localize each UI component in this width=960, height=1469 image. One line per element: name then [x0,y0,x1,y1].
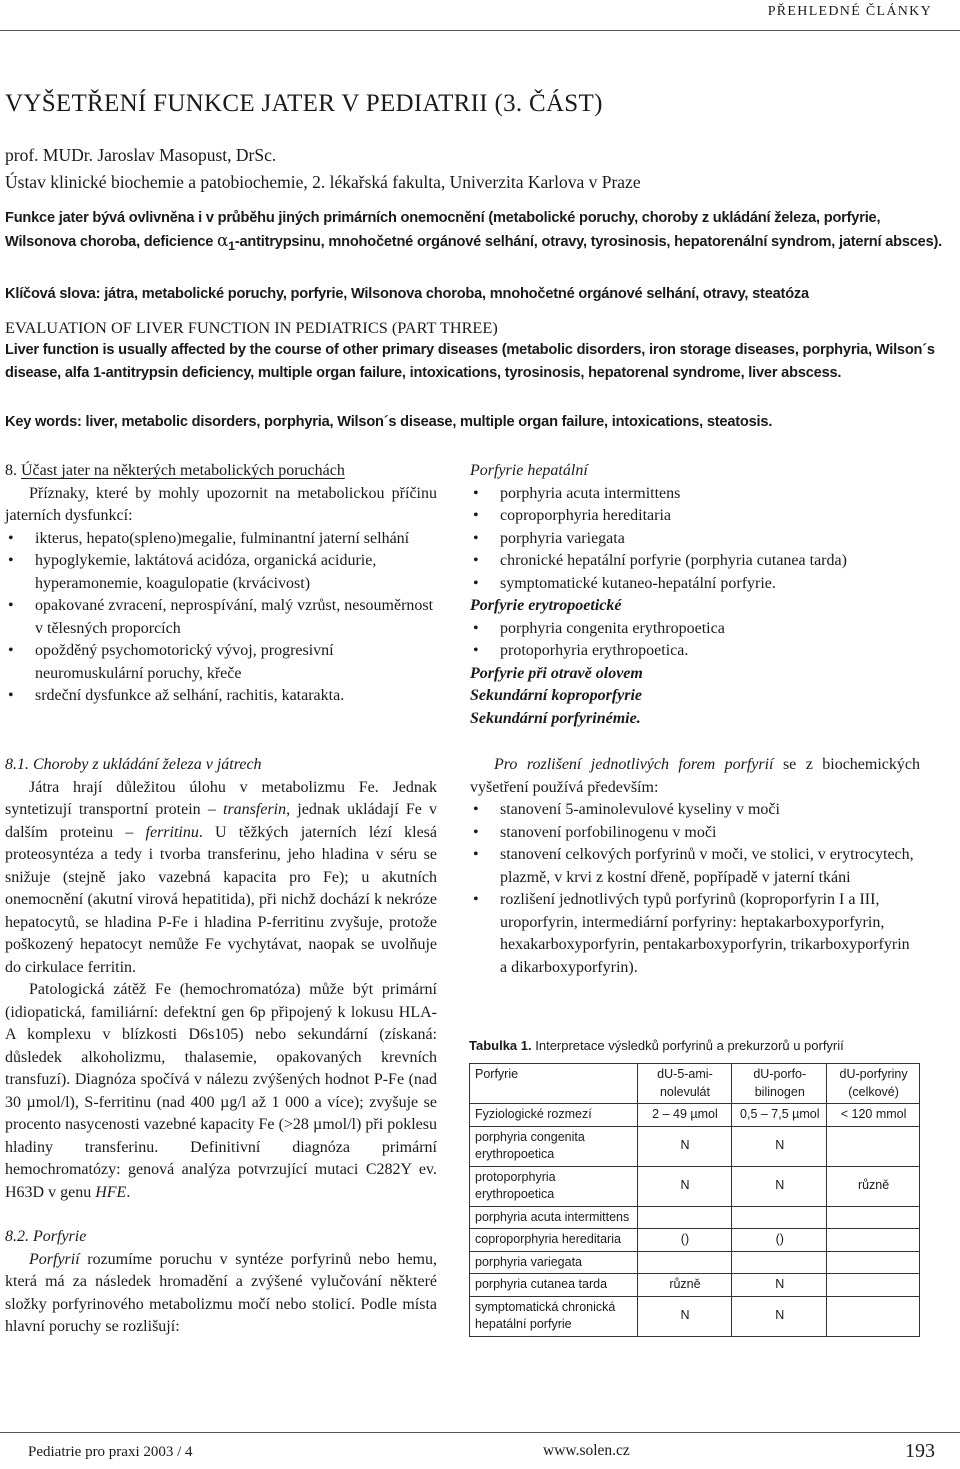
list-item: • srdeční dysfunkce až selhání, rachitis, katarakta. [5,685,437,708]
list-item: • coproporphyria hereditaria [470,505,920,528]
column-header: dU-5-ami-nolevulát [637,1064,732,1104]
table-row [470,1126,920,1166]
abstract-en: Liver function is usually affected by the course of other primary diseases (metabolic disorders, iron storage diseases, porphyria, Wilson´s disease, alfa 1-antitrypsin deficiency, multiple organ failure, intoxications, tyrosinosis, hepatorenal syndrome, liver abscess. [5,342,935,381]
table-cell [827,1229,920,1252]
table-row [470,1206,920,1229]
section-8-1-heading: 8.1. Choroby z ukládání železa v játrech [5,756,262,773]
abstract-cz: Funkce jater bývá ovlivněna i v průběhu jiných primárních onemocnění (metabolické poruchy, choroby z ukládání železa, porfyrie, Wilsonova choroba, deficience $\alpha_1$-antitrypsinu, mnohočetné orgánové selhání, otravy, tyrosinosis, hepatorenální syndrom, jaterní absces). [5,210,943,253]
table-cell: různě [827,1166,920,1206]
table-cell: () [637,1229,732,1252]
left-column-bottom [5,754,437,1339]
porphyria-table [469,1063,920,1337]
running-head: PŘEHLEDNÉ ČLÁNKY [767,4,932,19]
table-cell: porphyria congenita erythropoetica [470,1126,638,1166]
table-cell [827,1206,920,1229]
right-column-middle [470,754,920,979]
reference-row [470,1104,920,1127]
table-cell: N [732,1166,827,1206]
secondary-porphyrinemia: Sekundární porfyrinémie. [470,709,641,727]
list-item: • porphyria variegata [470,528,920,551]
lead-poisoning-heading: Porfyrie při otravě olovem [470,664,643,682]
table-cell: N [637,1166,732,1206]
table-cell: porphyria acuta intermittens [470,1206,638,1229]
section-8-2-heading: 8.2. Porfyrie [5,1228,87,1245]
table-cell: porphyria variegata [470,1251,638,1274]
list-item: • stanovení celkových porfyrinů v moči, ve stolici, v erytrocytech, plazmě, v krvi z kostní dřeně, popřípadě v jaterní tkáni [470,844,920,889]
table-cell: 2 – 49 µmol [637,1104,732,1127]
table-cell: různě [637,1274,732,1297]
list-item: • stanovení porfobilinogenu v moči [470,822,920,845]
paragraph: Porfyrií rozumíme poruchu v syntéze porfyrinů nebo hemu, která má za následek hromadění a zvýšené vylučování některé složky porfyrinového metabolizmu močí nebo stolicí. Podle místa hlavní poruchy se rozlišují: [5,1250,437,1335]
table-cell: < 120 mmol [827,1104,920,1127]
table-cell: N [732,1274,827,1297]
table-cell [827,1296,920,1336]
section-8-heading: 8. Účast jater na některých metabolických poruchách [5,462,345,479]
paragraph: Pro rozlišení jednotlivých forem porfyrií se z biochemických vyšetření používá především: [470,756,921,796]
footer-rule [0,1432,960,1433]
table-cell: protoporphyria erythropoetica [470,1166,638,1206]
table-cell [637,1251,732,1274]
table-cell: () [732,1229,827,1252]
table-cell: N [637,1126,732,1166]
author: prof. MUDr. Jaroslav Masopust, DrSc. [5,145,277,165]
table-cell [827,1274,920,1297]
table-header-row [470,1064,920,1104]
table-row [470,1229,920,1252]
list-item: • ikterus, hepato(spleno)megalie, fulminantní jaterní selhání [5,528,437,551]
column-header: dU-porfyriny (celkové) [827,1064,920,1104]
list-item: • chronické hepatální porfyrie (porphyria cutanea tarda) [470,550,920,573]
list-item: • stanovení 5-aminolevulové kyseliny v moči [470,799,920,822]
table-cell [827,1126,920,1166]
keywords-en: Key words: liver, metabolic disorders, porphyria, Wilson´s disease, multiple organ failure, intoxications, steatosis. [5,414,773,430]
left-column-top [5,460,437,708]
table-caption: Tabulka 1. Interpretace výsledků porfyrinů a prekurzorů u porfyrií [469,1038,844,1053]
english-heading: EVALUATION OF LIVER FUNCTION IN PEDIATRICS (PART THREE) [5,318,498,337]
column-header: dU-porfo-bilinogen [732,1064,827,1104]
keywords-cz: Klíčová slova: játra, metabolické poruchy, porfyrie, Wilsonova choroba, mnohočetné orgánové selhání, otravy, steatóza [5,286,809,302]
table-cell: N [637,1296,732,1336]
table-cell: N [732,1126,827,1166]
table-row [470,1296,920,1336]
table-cell: symptomatická chronická hepatální porfyrie [470,1296,638,1336]
list-item: • rozlišení jednotlivých typů porfyrinů (koproporfyrin I a III, uroporfyrin, intermediární porfyriny: heptakarboxyporfyrin, hexakarboxyporfyrin, pentakarboxyporfyrin, trikarboxyporfyrin a dikarboxyporfyrin). [470,889,920,979]
list-item: • porphyria congenita erythropoetica [470,618,920,641]
erythropoietic-list [470,618,920,663]
list-item: • opakované zvracení, neprospívání, malý vzrůst, nesouměrnost v tělesných proporcích [5,595,437,640]
institution: Ústav klinické biochemie a patobiochemie, 2. lékařská fakulta, Univerzita Karlova v Praze [5,172,641,192]
hepatic-heading: Porfyrie hepatální [470,462,588,479]
page-number: 193 [905,1440,935,1462]
table-cell: coproporphyria hereditaria [470,1229,638,1252]
table-cell: Fyziologické rozmezí [470,1104,638,1127]
hepatic-list [470,483,920,596]
list-item: • porphyria acuta intermittens [470,483,920,506]
symptom-list [5,528,437,708]
biochem-list [470,799,920,979]
list-item: • protoporhyria erythropoetica. [470,640,920,663]
section-8-intro: Příznaky, které by mohly upozornit na metabolickou příčinu jaterních dysfunkcí: [5,484,437,524]
footer-journal: Pediatrie pro praxi 2003 / 4 [28,1444,193,1460]
right-column-top [470,460,920,730]
table-cell: N [732,1296,827,1336]
table-cell [827,1251,920,1274]
table-row [470,1251,920,1274]
table-row [470,1166,920,1206]
header-rule [0,30,960,31]
footer-website[interactable]: www.solen.cz [543,1442,630,1459]
article-title: VYŠETŘENÍ FUNKCE JATER V PEDIATRII (3. ČÁST) [5,90,603,117]
table-cell [637,1206,732,1229]
table-cell: 0,5 – 7,5 µmol [732,1104,827,1127]
paragraph: Játra hrají důležitou úlohu v metabolizmu Fe. Jednak syntetizují transportní protein – transferin, jednak ukládají Fe v dalším proteinu – ferritinu. U těžkých jaterních lézí klesá proteosyntéza a tedy i tvorba transferinu, jeho hladina v séru se snižuje (stejně jako vazebná kapacita pro Fe); u akutních onemocnění (akutní virová hepatitida), při nichž dochází k nekróze hepatocytů, se hladina P-Fe i hladina P-ferritinu zvyšuje, protože poškozený hepatocyt nemůže Fe vychytávat, naopak se uvolňuje do cirkulace ferritin. [5,778,438,976]
table-cell [732,1251,827,1274]
list-item: • opožděný psychomotorický vývoj, progresivní neuromuskulární poruchy, křeče [5,640,437,685]
column-header: Porfyrie [470,1064,638,1104]
list-item: • hypoglykemie, laktátová acidóza, organická acidurie, hyperamonemie, koagulopatie (krvácivost) [5,550,437,595]
table-row [470,1274,920,1297]
list-item: • symptomatické kutaneo-hepatální porfyrie. [470,573,920,596]
table-cell: porphyria cutanea tarda [470,1274,638,1297]
table-1 [469,1037,920,1337]
erythropoietic-heading: Porfyrie erytropoetické [470,597,622,614]
secondary-coproporphyria: Sekundární koproporfyrie [470,687,643,704]
paragraph: Patologická zátěž Fe (hemochromatóza) může být primární (idiopatická, familiární: defektní gen 6p připojený k lokusu HLA-A komplexu v blízkosti D6s105) nebo sekundární (získaná: důsledek alkoholizmu, thalasemie, opakovaných krevních transfuzí). Diagnóza spočívá v nálezu zvýšených hodnot P-Fe (nad 30 µmol/l), S-ferritinu (nad 400 µg/l až 1 000 a více); zvyšuje se procento nasycenosti vazebné kapacity Fe (>28 µmol/l) při poklesu hladiny transferinu. Definitivní diagnóza primární hemochromatózy: genová analýza potvrzující mutaci C282Y ev. H63D v genu HFE. [5,981,437,1201]
table-cell [732,1206,827,1229]
